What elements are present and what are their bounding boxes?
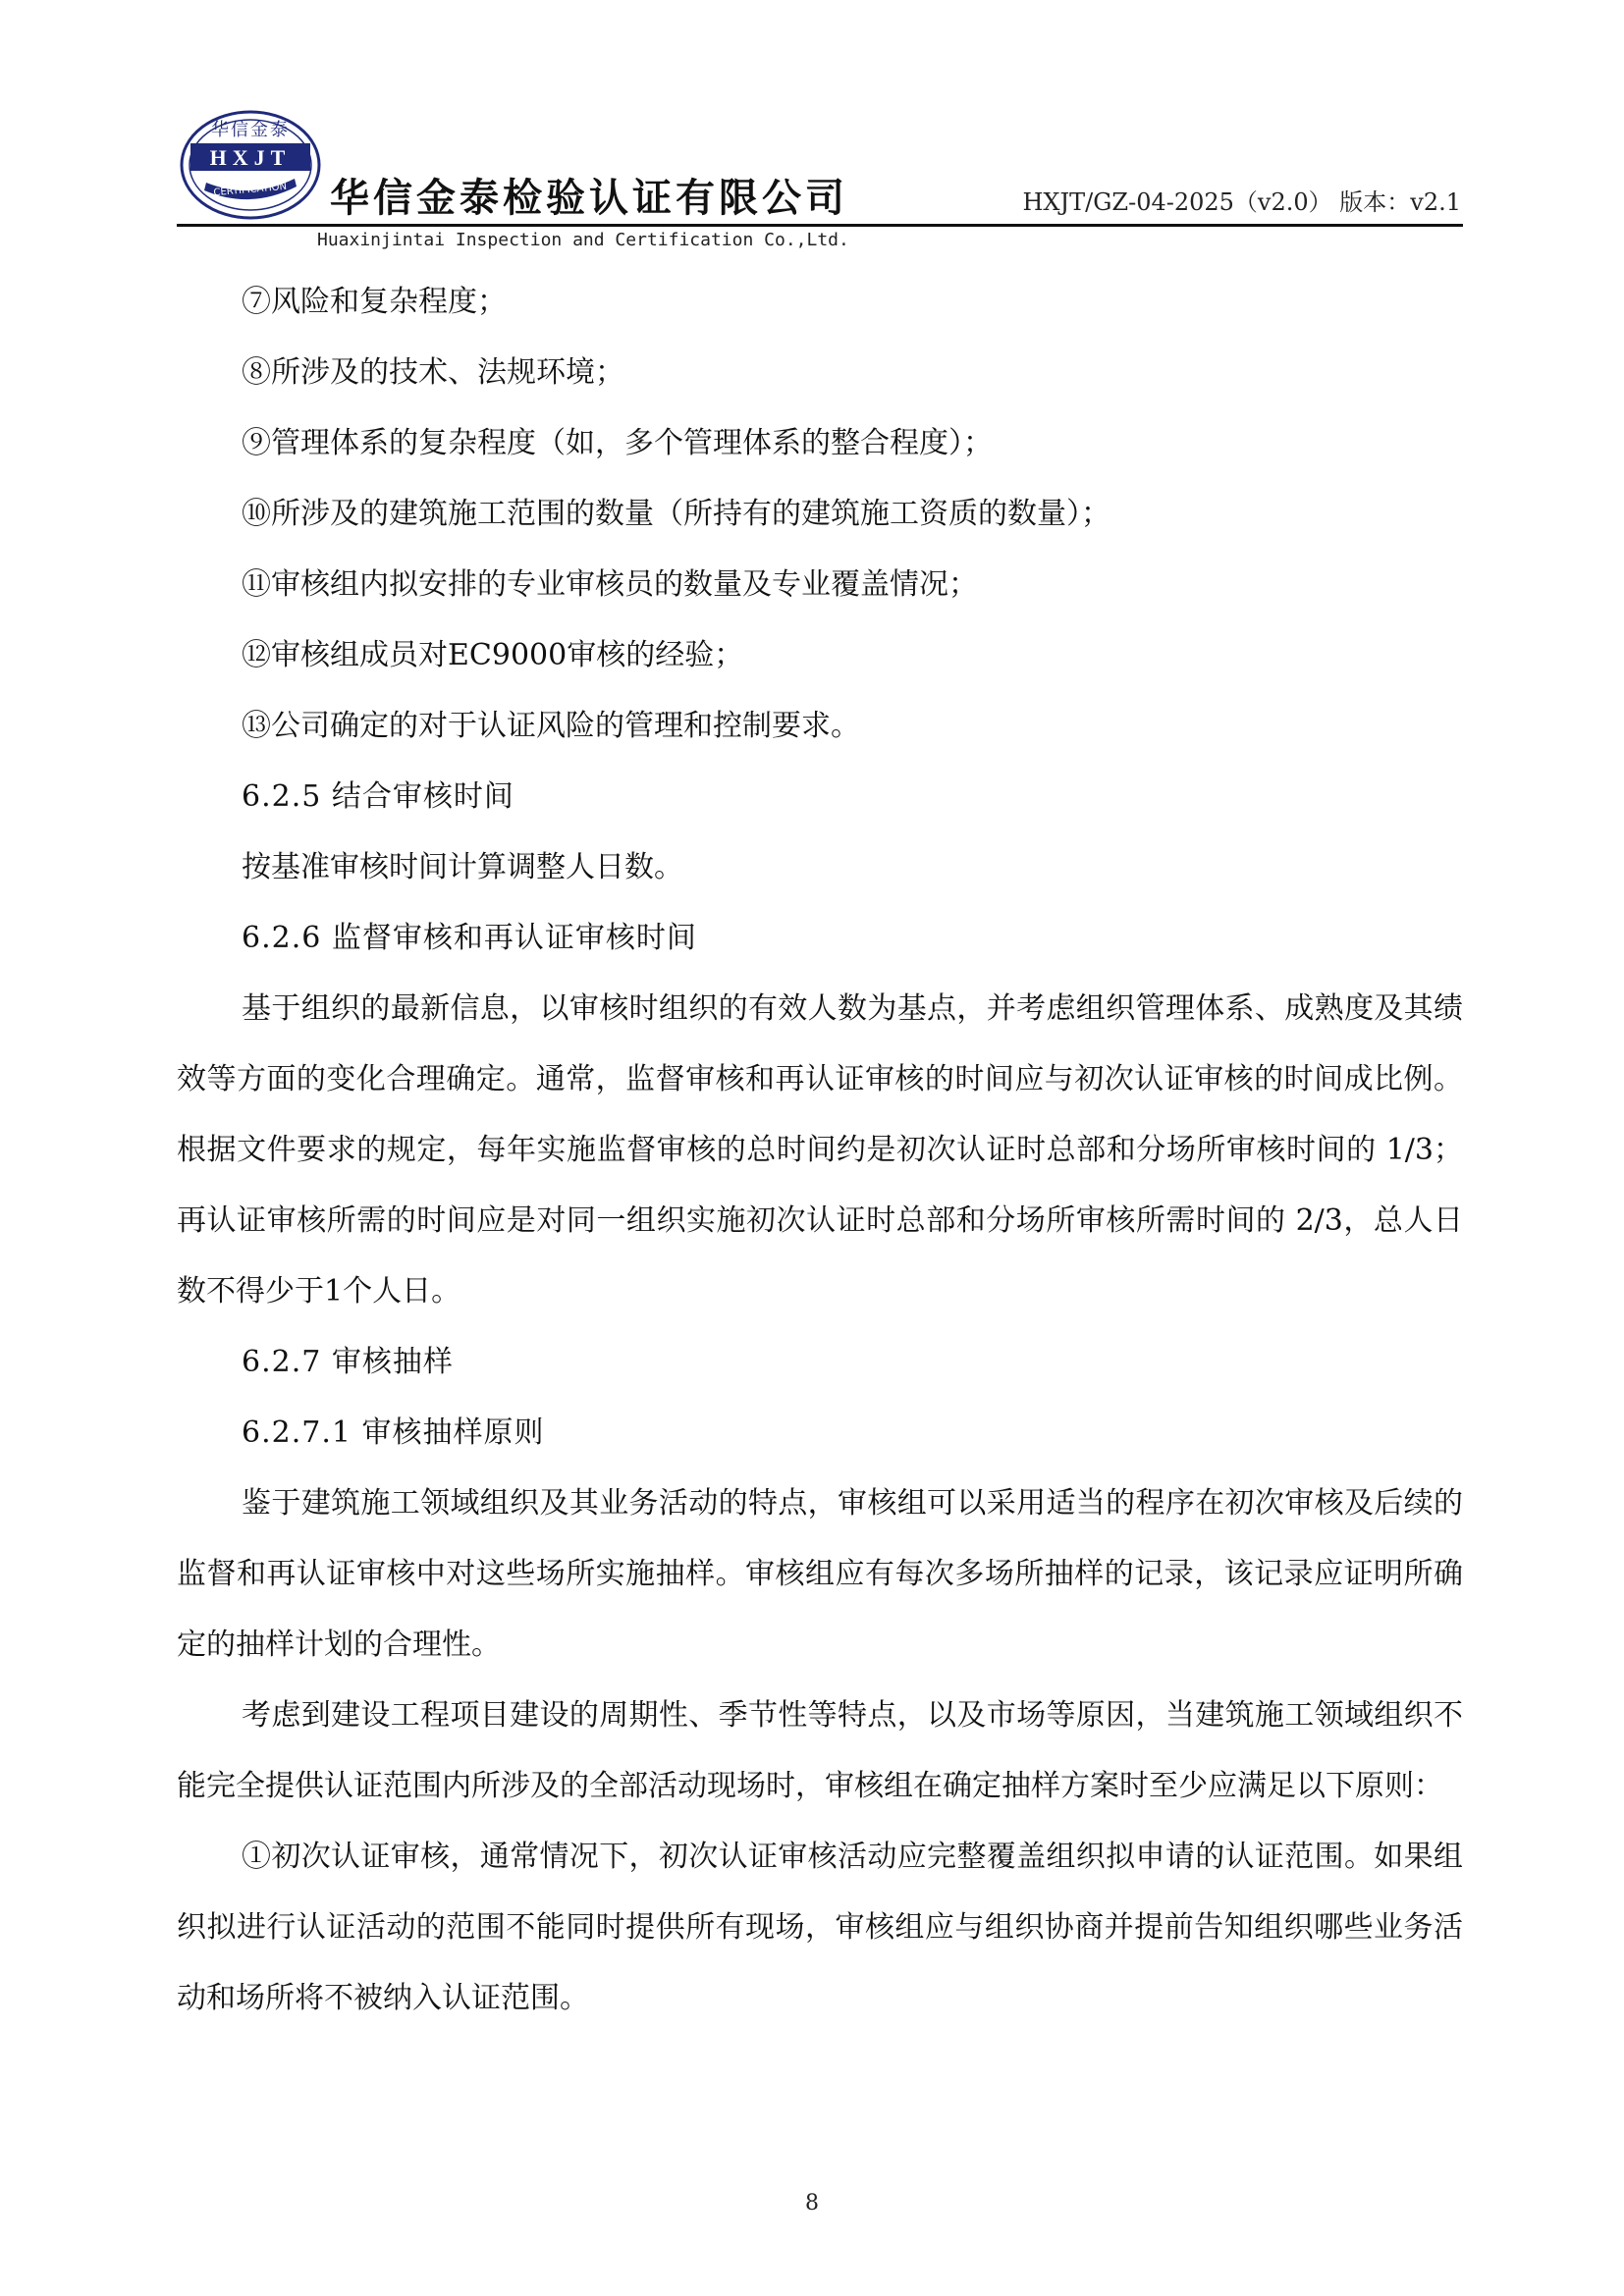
header-divider — [177, 224, 1463, 227]
page-number: 8 — [805, 2191, 819, 2216]
list-item-11: ⑪审核组内拟安排的专业审核员的数量及专业覆盖情况； — [242, 567, 978, 602]
list-item-8: ⑧所涉及的技术、法规环境； — [242, 355, 624, 390]
paragraph-initial-audit: ①初次认证审核，通常情况下，初次认证审核活动应完整覆盖组织拟申请的认证范围。如果组织拟进行认证活动的范围不能同时提供所有现场，审核组应与组织协商并提前告知组织哪些业务活动和场所将不被纳入认证范围。 — [177, 1840, 1463, 2015]
logo-ribbon-text: CERTIFICATION — [213, 181, 288, 199]
paragraph-6-2-5: 按基准审核时间计算调整人日数。 — [242, 850, 683, 884]
paragraph-sampling-2: 考虑到建设工程项目建设的周期性、季节性等特点，以及市场等原因，当建筑施工领域组织不能完全提供认证范围内所涉及的全部活动现场时，审核组在确定抽样方案时至少应满足以下原则： — [177, 1698, 1463, 1803]
page-header — [177, 98, 1463, 255]
section-heading-6-2-7: 6.2.7 审核抽样 — [242, 1345, 454, 1379]
list-item-12: ⑫审核组成员对EC9000审核的经验； — [242, 638, 744, 672]
paragraph-sampling-1: 鉴于建筑施工领域组织及其业务活动的特点，审核组可以采用适当的程序在初次审核及后续的监督和再认证审核中对这些场所实施抽样。审核组应有每次多场所抽样的记录，该记录应证明所确定的抽样计划的合理性。 — [177, 1486, 1463, 1662]
section-heading-6-2-7-1: 6.2.7.1 审核抽样原则 — [242, 1415, 545, 1450]
list-item-7: ⑦风险和复杂程度； — [242, 285, 507, 319]
document-code: HXJT/GZ-04-2025（v2.0） 版本：v2.1 — [1022, 188, 1461, 216]
document-body — [177, 267, 1463, 2034]
paragraph-6-2-6: 基于组织的最新信息，以审核时组织的有效人数为基点，并考虑组织管理体系、成熟度及其绩效等方面的变化合理确定。通常，监督审核和再认证审核的时间应与初次认证审核的时间成比例。根据文件要求的规定，每年实施监督审核的总时间约是初次认证时总部和分场所审核时间的 1/3；再认证审核所需的时间应是对同一组织实施初次认证时总部和分场所审核所需时间的 2/3，总人日数不得少于1个人日。 — [177, 991, 1463, 1308]
company-name-cn: 华信金泰检验认证有限公司 — [330, 176, 848, 221]
list-item-9: ⑨管理体系的复杂程度（如，多个管理体系的整合程度）； — [242, 426, 993, 460]
section-heading-6-2-5: 6.2.5 结合审核时间 — [242, 779, 514, 814]
company-name-en: Huaxinjintai Inspection and Certification Co.,Ltd. — [317, 230, 849, 250]
logo-letters: HXJT — [209, 145, 292, 170]
section-heading-6-2-6: 6.2.6 监督审核和再认证审核时间 — [242, 921, 697, 955]
logo-arc-text: 华信金泰 — [211, 120, 290, 140]
list-item-13: ⑬公司确定的对于认证风险的管理和控制要求。 — [242, 709, 860, 743]
list-item-10: ⑩所涉及的建筑施工范围的数量（所持有的建筑施工资质的数量）； — [242, 497, 1110, 531]
company-logo — [177, 106, 324, 224]
